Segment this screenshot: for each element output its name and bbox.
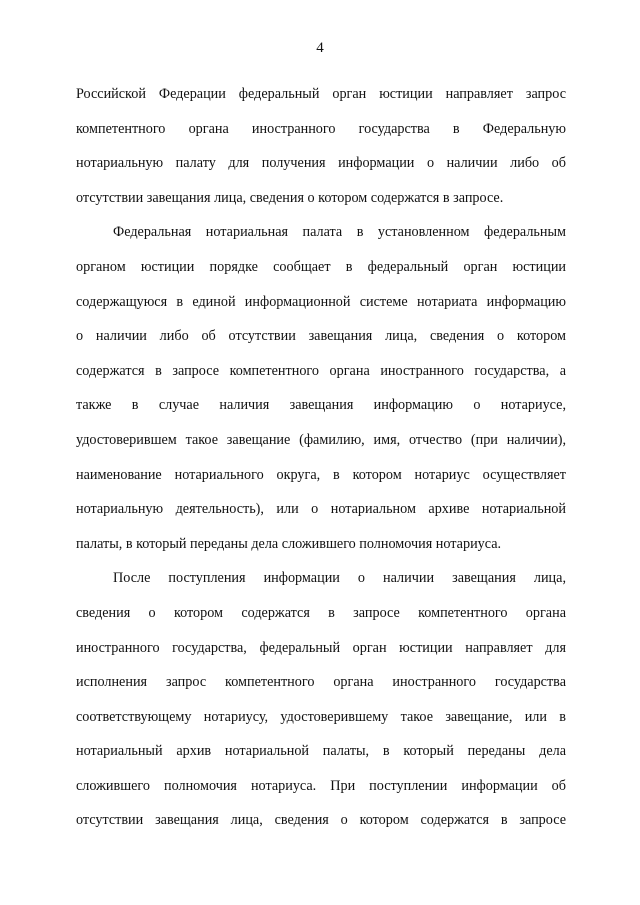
paragraph-notary-chamber bbox=[76, 215, 566, 561]
text-line: иностранного государства, федеральный орган юстиции направляет для bbox=[76, 639, 566, 656]
text-line: отсутствии завещания лица, сведения о котором содержатся в запросе bbox=[76, 812, 566, 829]
text-line: После поступления информации о наличии завещания лица, bbox=[113, 570, 566, 587]
text-line: органом юстиции порядке сообщает в федеральный орган юстиции bbox=[76, 258, 566, 275]
text-line: нотариальный архив нотариальной палаты, в который переданы дела bbox=[76, 743, 566, 760]
text-line: удостоверившем такое завещание (фамилию, имя, отчество (при наличии), bbox=[76, 431, 566, 448]
text-line: сложившего полномочия нотариуса. При поступлении информации об bbox=[76, 777, 566, 794]
text-line: содержащуюся в единой информационной системе нотариата информацию bbox=[76, 293, 566, 310]
text-line: сведения о котором содержатся в запросе компетентного органа bbox=[76, 604, 566, 621]
page-number: 4 bbox=[316, 40, 324, 56]
text-line: Федеральная нотариальная палата в установленном федеральным bbox=[113, 224, 566, 241]
text-line: нотариальную палату для получения информации о наличии либо об bbox=[76, 155, 566, 172]
text-line: соответствующему нотариусу, удостоверившему такое завещание, или в bbox=[76, 708, 566, 725]
text-line: о наличии либо об отсутствии завещания лица, сведения о котором bbox=[76, 328, 566, 345]
text-line: нотариальную деятельность), или о нотариальном архиве нотариальной bbox=[76, 501, 566, 518]
text-line: наименование нотариального округа, в котором нотариус осуществляет bbox=[76, 466, 566, 483]
paragraph-after-receipt bbox=[76, 561, 566, 838]
text-line: Российской Федерации федеральный орган юстиции направляет запрос bbox=[76, 86, 566, 102]
text-line: также в случае наличия завещания информацию о нотариусе, bbox=[76, 397, 566, 414]
text-line: содержатся в запросе компетентного органа иностранного государства, а bbox=[76, 362, 566, 379]
text-line: компетентного органа иностранного государства в Федеральную bbox=[76, 120, 566, 137]
text-line: исполнения запрос компетентного органа иностранного государства bbox=[76, 674, 566, 691]
text-line: палаты, в который переданы дела сложившего полномочия нотариуса. bbox=[76, 535, 502, 552]
paragraph-continuation bbox=[76, 77, 566, 215]
document-body bbox=[76, 77, 566, 838]
text-line: отсутствии завещания лица, сведения о котором содержатся в запросе. bbox=[76, 189, 504, 206]
